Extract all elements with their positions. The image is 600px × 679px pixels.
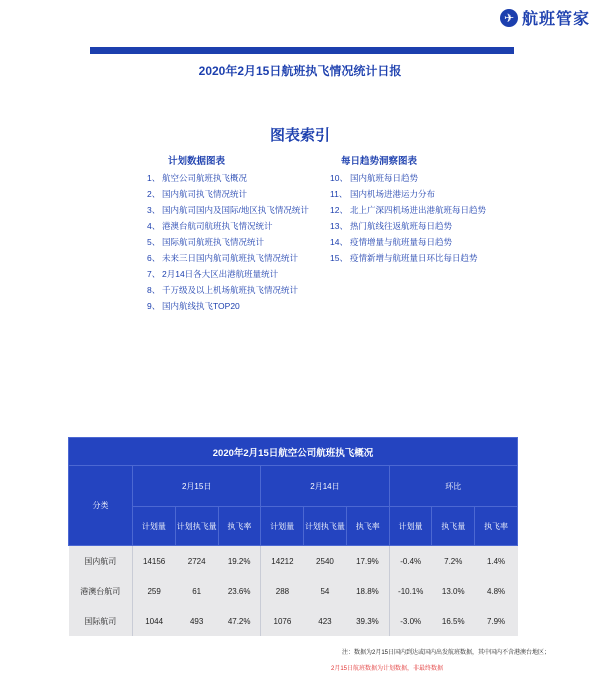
index-item-label: 国内航司国内及国际/地区执飞情况统计 [162, 205, 309, 215]
row-category: 港澳台航司 [69, 576, 133, 606]
table-cell: 17.9% [346, 546, 389, 577]
column-header: 计划量 [133, 507, 176, 546]
index-item-label: 国内机场进港运力分布 [350, 189, 436, 199]
table-cell: 18.8% [346, 576, 389, 606]
index-item-label: 港澳台航司航班执飞情况统计 [162, 221, 273, 231]
column-header: 计划执飞量 [175, 507, 218, 546]
index-item-label: 国内航司执飞情况统计 [162, 189, 248, 199]
table-cell: 7.9% [475, 606, 518, 636]
overview-table [68, 437, 518, 636]
index-item-label: 疫情增量与航班量每日趋势 [350, 237, 453, 247]
column-header: 计划量 [261, 507, 304, 546]
table-cell: 14156 [133, 546, 176, 577]
group-header: 环比 [389, 466, 517, 507]
index-item-label: 国内航班每日趋势 [350, 173, 419, 183]
group-header: 2月14日 [261, 466, 389, 507]
table-cell: 61 [175, 576, 218, 606]
table-cell: 13.0% [432, 576, 475, 606]
index-item-label: 北上广深四机场进出港航班每日趋势 [350, 205, 487, 215]
index-item-number: 14、 [330, 237, 348, 247]
index-item[interactable] [147, 170, 309, 186]
index-item-number: 15、 [330, 253, 348, 263]
index-item-number: 2、 [147, 189, 161, 199]
table-cell: 19.2% [218, 546, 261, 577]
table-cell: 39.3% [346, 606, 389, 636]
index-item-label: 千万级及以上机场航班执飞情况统计 [162, 285, 299, 295]
index-item-number: 6、 [147, 253, 161, 263]
table-cell: 1.4% [475, 546, 518, 577]
index-item-label: 国际航司航班执飞情况统计 [162, 237, 265, 247]
right-index-list [330, 170, 486, 266]
table-cell: 7.2% [432, 546, 475, 577]
index-item[interactable] [330, 170, 486, 186]
table-title: 2020年2月15日航空公司航班执飞概况 [69, 438, 518, 466]
index-item-number: 1、 [147, 173, 161, 183]
table-cell: 4.8% [475, 576, 518, 606]
table-cell: 23.6% [218, 576, 261, 606]
table-cell: 1044 [133, 606, 176, 636]
index-item-label: 航空公司航班执飞概况 [162, 173, 248, 183]
table-cell: 2540 [304, 546, 347, 577]
index-item-label: 未来三日国内航司航班执飞情况统计 [162, 253, 299, 263]
index-item-number: 7、 [147, 269, 161, 279]
brand-logo [500, 6, 590, 29]
table-cell: -0.4% [389, 546, 432, 577]
row-category: 国际航司 [69, 606, 133, 636]
index-item-number: 3、 [147, 205, 161, 215]
report-title: 2020年2月15日航班执飞情况统计日报 [198, 64, 402, 78]
table-cell: 288 [261, 576, 304, 606]
title-accent-bar [90, 47, 514, 54]
index-item-number: 12、 [330, 205, 348, 215]
right-column-heading: 每日趋势洞察图表 [341, 156, 418, 167]
table-cell: 54 [304, 576, 347, 606]
column-header: 执飞率 [218, 507, 261, 546]
index-title: 图表索引 [269, 127, 330, 144]
table-row [69, 606, 518, 636]
table-cell: 493 [175, 606, 218, 636]
index-item[interactable] [147, 298, 309, 314]
index-item[interactable] [330, 202, 486, 218]
group-header: 2月15日 [133, 466, 261, 507]
footnote: 注：数据为2月15日国内到达或国内出发航班数据，其中国内不含港澳台地区； [341, 650, 550, 656]
index-item[interactable] [330, 186, 486, 202]
column-header: 执飞率 [475, 507, 518, 546]
table-row [69, 546, 518, 577]
index-item[interactable] [147, 266, 309, 282]
index-item[interactable] [147, 202, 309, 218]
column-header: 执飞量 [432, 507, 475, 546]
index-item[interactable] [147, 282, 309, 298]
index-item-label: 疫情新增与航班量日环比每日趋势 [350, 253, 478, 263]
index-item[interactable] [330, 250, 486, 266]
index-item[interactable] [147, 218, 309, 234]
index-item[interactable] [147, 250, 309, 266]
index-item-number: 8、 [147, 285, 161, 295]
brand-name: 航班管家 [521, 11, 590, 28]
table-cell: -10.1% [389, 576, 432, 606]
index-item-label: 2月14日各大区出港航班量统计 [162, 269, 279, 279]
table-cell: 14212 [261, 546, 304, 577]
left-index-list [147, 170, 309, 314]
index-item[interactable] [330, 234, 486, 250]
column-header: 计划量 [389, 507, 432, 546]
index-item-number: 11、 [330, 189, 348, 199]
index-item-number: 9、 [147, 301, 161, 311]
index-item-label: 热门航线往返航班每日趋势 [350, 221, 453, 231]
table-cell: 1076 [261, 606, 304, 636]
table-cell: -3.0% [389, 606, 432, 636]
table-cell: 47.2% [218, 606, 261, 636]
plane-logo-icon: ✈ [500, 9, 518, 27]
index-item-number: 4、 [147, 221, 161, 231]
index-item-number: 10、 [330, 173, 348, 183]
table-row [69, 576, 518, 606]
table-cell: 423 [304, 606, 347, 636]
table-cell: 16.5% [432, 606, 475, 636]
index-item[interactable] [147, 234, 309, 250]
left-column-heading: 计划数据图表 [168, 156, 226, 167]
table-cell: 259 [133, 576, 176, 606]
index-item[interactable] [147, 186, 309, 202]
category-header: 分类 [69, 466, 133, 546]
column-header: 执飞率 [346, 507, 389, 546]
row-category: 国内航司 [69, 546, 133, 577]
column-header: 计划执飞量 [304, 507, 347, 546]
index-item-label: 国内航线执飞TOP20 [162, 301, 240, 311]
index-item-number: 13、 [330, 221, 348, 231]
index-item-number: 5、 [147, 237, 161, 247]
table-cell: 2724 [175, 546, 218, 577]
footnote-warning: 2月15日航班数据为计划数据，非最终数据 [330, 666, 443, 672]
index-item[interactable] [330, 218, 486, 234]
